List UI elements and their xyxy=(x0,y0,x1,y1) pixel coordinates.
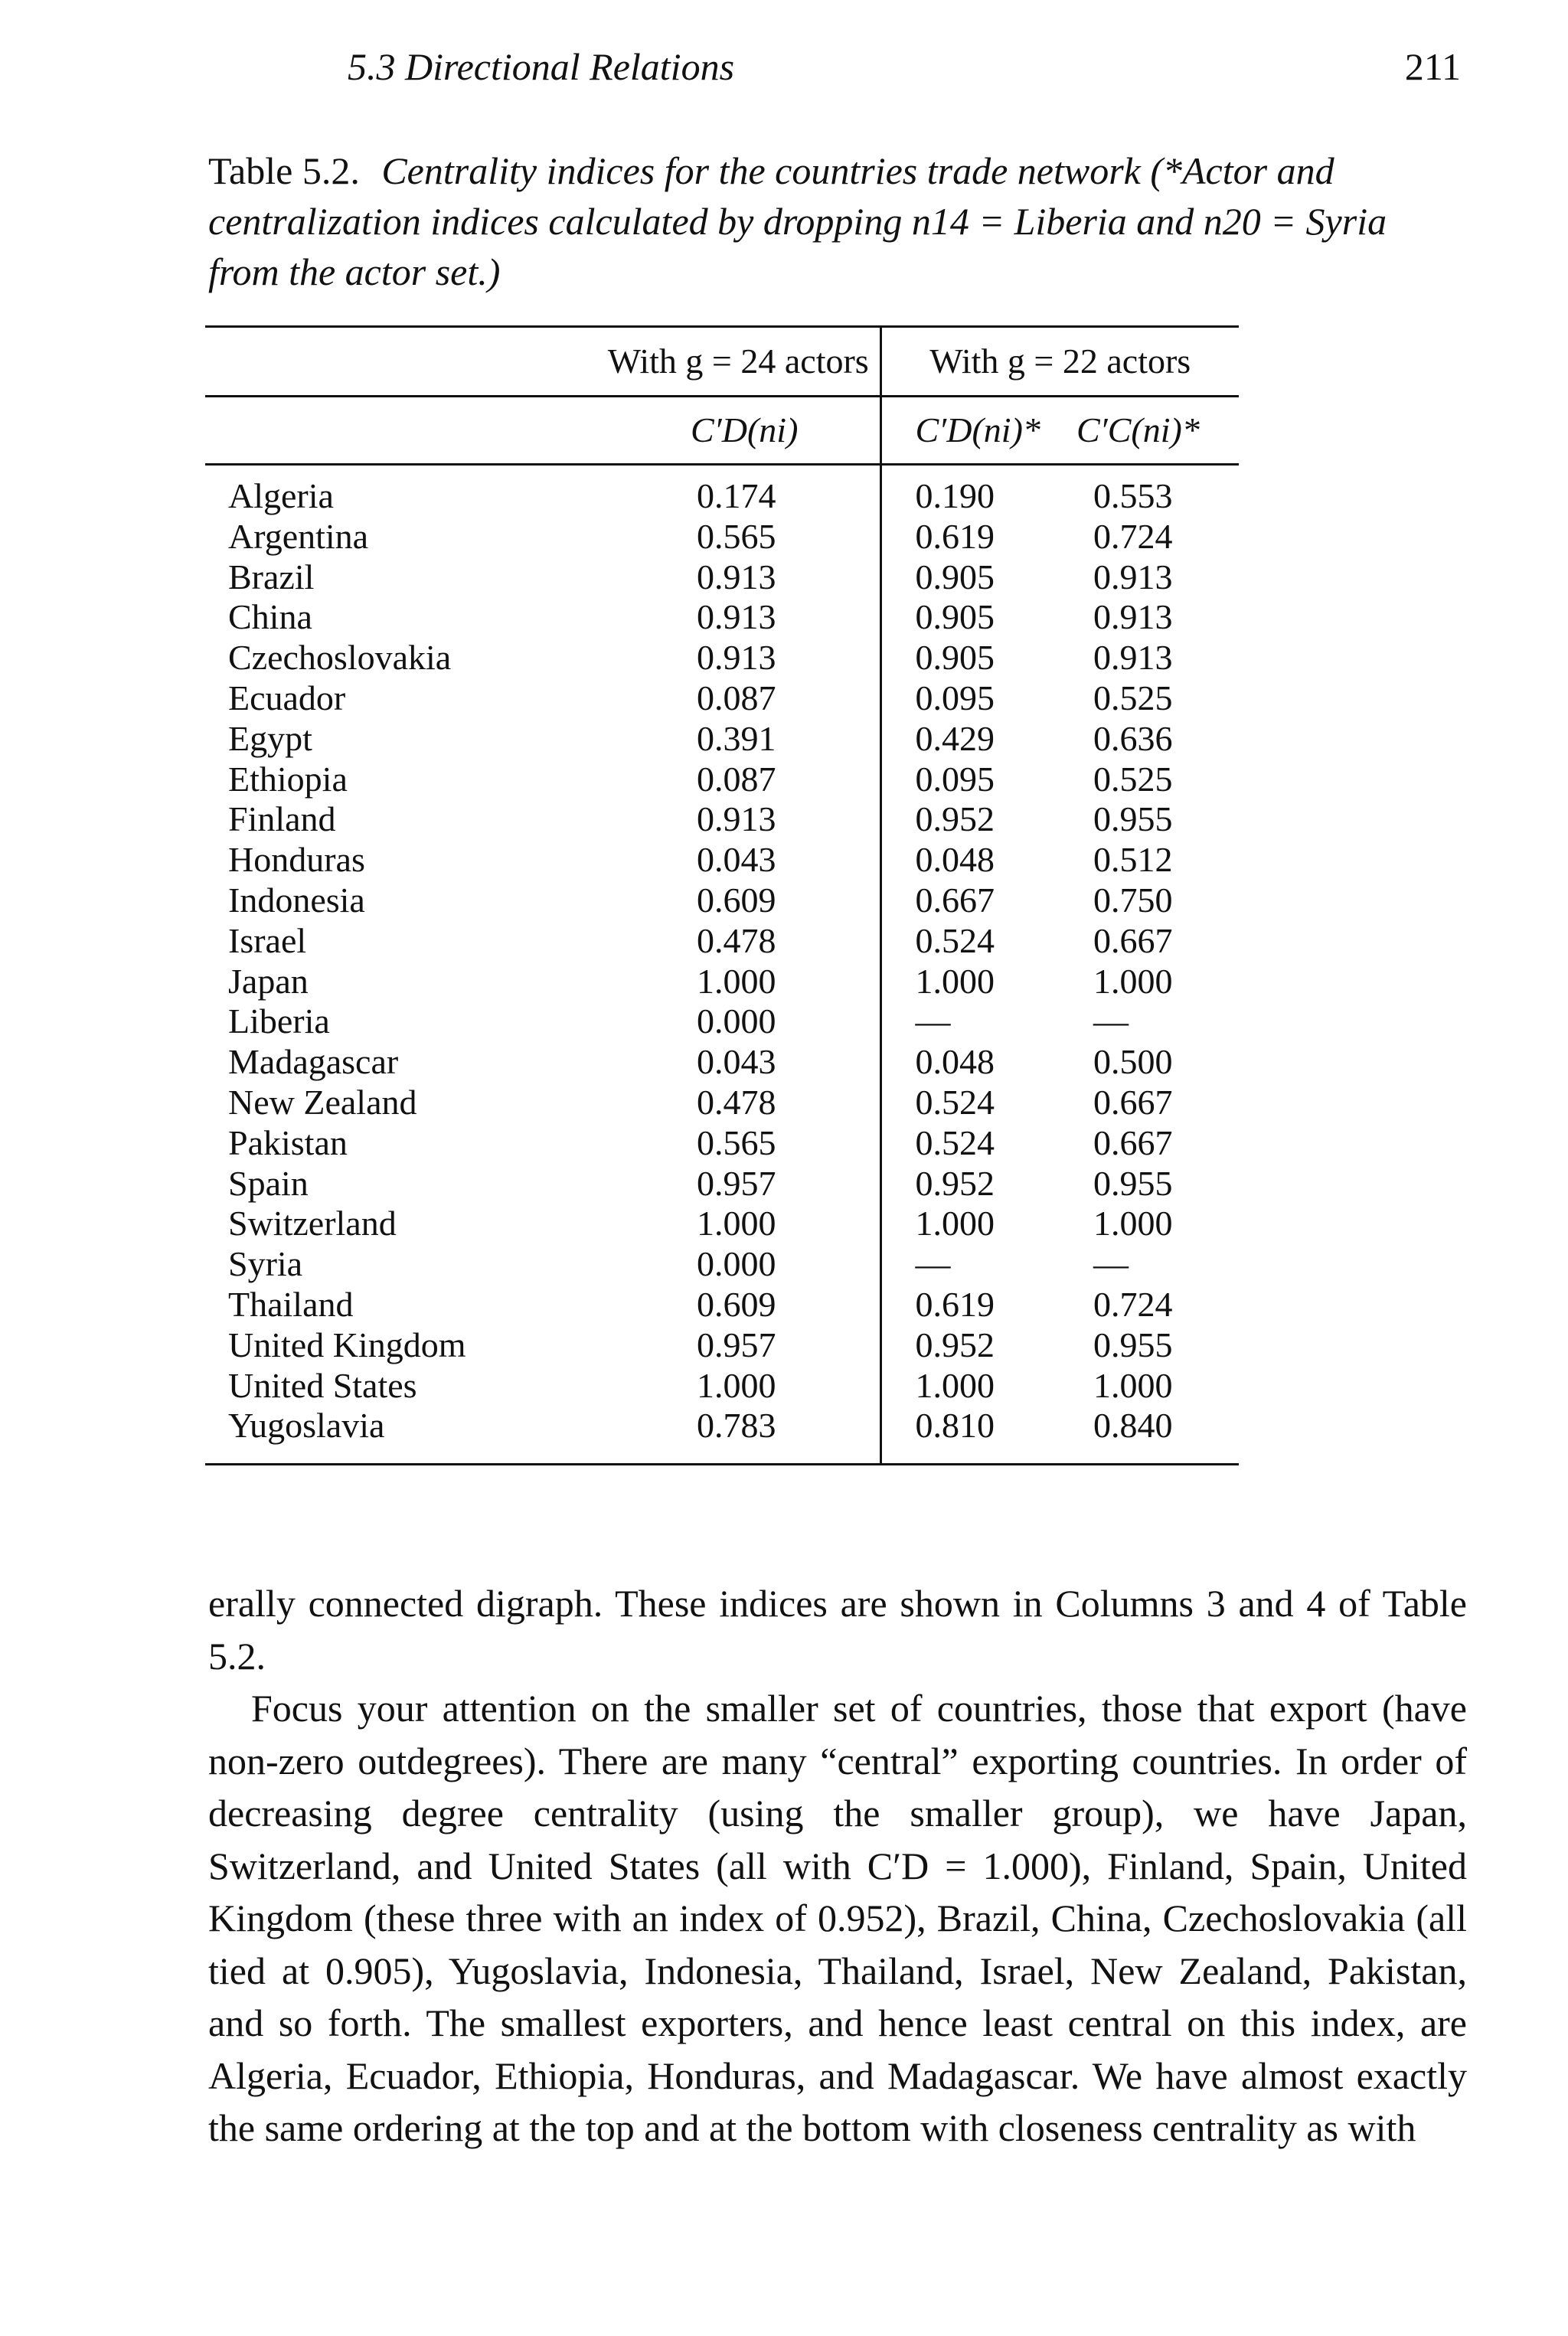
degree-22-cell: 0.952 xyxy=(880,1325,1069,1366)
country-name-cell: Egypt xyxy=(228,718,312,758)
country-name-cell: Finland xyxy=(228,799,336,839)
degree-22-cell: — xyxy=(880,1001,1069,1042)
table-row xyxy=(205,799,1239,840)
country-name-cell: Argentina xyxy=(228,516,369,556)
column-header-degree-22: C′D(ni)* xyxy=(880,397,1069,465)
country-name-cell: Czechoslovakia xyxy=(228,638,452,678)
degree-24-cell: 0.913 xyxy=(697,638,776,678)
table-row xyxy=(205,557,1239,598)
country-name-cell: Indonesia xyxy=(228,880,365,920)
closeness-22-cell: 0.512 xyxy=(1093,840,1173,880)
degree-22-cell: 0.905 xyxy=(880,597,1069,638)
closeness-22-cell: 0.955 xyxy=(1093,799,1173,839)
table-row xyxy=(205,1325,1239,1366)
country-name-cell: United Kingdom xyxy=(228,1325,466,1364)
degree-24-cell: 0.565 xyxy=(697,1122,776,1162)
table-row xyxy=(205,921,1239,962)
degree-24-cell: 0.609 xyxy=(697,1284,776,1324)
table-row xyxy=(205,597,1239,638)
closeness-22-cell: 1.000 xyxy=(1093,1204,1173,1243)
closeness-22-cell: 0.913 xyxy=(1093,597,1173,637)
table-row xyxy=(205,1042,1239,1083)
centrality-table xyxy=(205,325,1239,1465)
degree-22-cell: 0.095 xyxy=(880,678,1069,719)
country-name-cell: Liberia xyxy=(228,1001,330,1041)
table-body xyxy=(205,465,1239,1465)
degree-22-cell: 1.000 xyxy=(880,1204,1069,1244)
country-name-cell: Pakistan xyxy=(228,1122,348,1162)
running-title: 5.3 Directional Relations xyxy=(348,45,735,88)
table-row xyxy=(205,1123,1239,1164)
table-row xyxy=(205,1164,1239,1204)
column-header-closeness-22: C′C(ni)* xyxy=(1069,397,1239,465)
degree-22-cell: 0.048 xyxy=(880,1042,1069,1083)
country-name-cell: United States xyxy=(228,1365,417,1405)
degree-22-cell: 0.524 xyxy=(880,1083,1069,1123)
table-corner-sub xyxy=(205,397,597,465)
table-row xyxy=(205,517,1239,557)
closeness-22-cell: 0.840 xyxy=(1069,1406,1239,1464)
page-header xyxy=(348,40,1461,93)
body-paragraph: erally connected digraph. These indices are shown in Columns 3 and 4 of Table 5.2. xyxy=(208,1582,1467,1678)
table-row xyxy=(205,1083,1239,1123)
degree-22-cell: 0.524 xyxy=(880,921,1069,962)
closeness-22-cell: 0.636 xyxy=(1093,718,1173,758)
table-row xyxy=(205,1244,1239,1285)
closeness-22-cell: 0.724 xyxy=(1093,516,1173,556)
table-row xyxy=(205,719,1239,760)
table-row xyxy=(205,840,1239,880)
country-name-cell: Brazil xyxy=(228,557,315,596)
country-name-cell: Ethiopia xyxy=(228,759,348,799)
closeness-22-cell: 0.955 xyxy=(1093,1325,1173,1364)
degree-24-cell: 0.565 xyxy=(697,516,776,556)
closeness-22-cell: 0.500 xyxy=(1093,1042,1173,1082)
degree-22-cell: 0.619 xyxy=(880,517,1069,557)
degree-24-cell: 0.609 xyxy=(697,880,776,920)
body-text xyxy=(208,1577,1467,2155)
table-row xyxy=(205,465,1239,517)
table-row xyxy=(205,880,1239,921)
degree-24-cell: 0.087 xyxy=(697,759,776,799)
country-name-cell: Thailand xyxy=(228,1284,354,1324)
degree-22-cell: 0.952 xyxy=(880,1164,1069,1204)
country-name-cell: Japan xyxy=(228,961,309,1001)
table-row xyxy=(205,1406,1239,1464)
table-caption xyxy=(208,145,1464,297)
degree-22-cell: 0.048 xyxy=(880,840,1069,880)
degree-22-cell: 0.619 xyxy=(880,1285,1069,1325)
closeness-22-cell: 0.913 xyxy=(1093,557,1173,596)
country-name-cell: Syria xyxy=(228,1244,303,1284)
closeness-22-cell: 0.750 xyxy=(1093,880,1173,920)
closeness-22-cell: 1.000 xyxy=(1093,961,1173,1001)
table-row xyxy=(205,1366,1239,1407)
closeness-22-cell: 1.000 xyxy=(1093,1365,1173,1405)
closeness-22-cell: 0.724 xyxy=(1093,1284,1173,1324)
degree-24-cell: 1.000 xyxy=(697,1365,776,1405)
degree-24-cell: 1.000 xyxy=(697,1204,776,1243)
closeness-22-cell: — xyxy=(1093,1244,1129,1284)
degree-22-cell: 0.905 xyxy=(880,638,1069,678)
closeness-22-cell: 0.667 xyxy=(1093,1082,1173,1122)
country-name-cell: Ecuador xyxy=(228,678,346,717)
degree-24-cell: 0.043 xyxy=(697,840,776,880)
degree-22-cell: 0.095 xyxy=(880,760,1069,800)
table-row xyxy=(205,1204,1239,1244)
degree-24-cell: 0.174 xyxy=(697,476,776,515)
degree-22-cell: 0.429 xyxy=(880,719,1069,760)
degree-24-cell: 0.957 xyxy=(697,1325,776,1364)
degree-22-cell: 0.905 xyxy=(880,557,1069,598)
group-header-24-actors: With g = 24 actors xyxy=(597,327,880,397)
table-group-header-row xyxy=(205,327,1239,397)
table-column-header-row xyxy=(205,397,1239,465)
country-name-cell: China xyxy=(228,597,312,637)
degree-24-cell: 0.000 xyxy=(697,1244,776,1284)
table-caption-text: Centrality indices for the countries trade network (*Actor and centralization indices calculated by dropping n14 = Liberia and n20 = Syria from the actor set.) xyxy=(208,149,1387,293)
closeness-22-cell: 0.955 xyxy=(1093,1163,1173,1203)
closeness-22-cell: 0.525 xyxy=(1093,678,1173,717)
closeness-22-cell: — xyxy=(1093,1001,1129,1041)
degree-22-cell: 1.000 xyxy=(880,1366,1069,1407)
closeness-22-cell: 0.667 xyxy=(1093,1122,1173,1162)
group-header-22-actors: With g = 22 actors xyxy=(880,327,1239,397)
table-caption-label: Table 5.2. xyxy=(208,149,360,192)
table-row xyxy=(205,1285,1239,1325)
degree-24-cell: 0.913 xyxy=(697,597,776,637)
degree-24-cell: 0.391 xyxy=(697,718,776,758)
degree-24-cell: 0.478 xyxy=(697,1082,776,1122)
degree-24-cell: 0.913 xyxy=(697,799,776,839)
table-row xyxy=(205,678,1239,719)
degree-22-cell: 0.667 xyxy=(880,880,1069,921)
degree-22-cell: — xyxy=(880,1244,1069,1285)
degree-24-cell: 0.957 xyxy=(697,1163,776,1203)
closeness-22-cell: 0.525 xyxy=(1093,759,1173,799)
table-row xyxy=(205,760,1239,800)
country-name-cell: Israel xyxy=(228,920,307,960)
degree-22-cell: 0.190 xyxy=(880,465,1069,517)
degree-22-cell: 0.524 xyxy=(880,1123,1069,1164)
table-row xyxy=(205,1001,1239,1042)
degree-24-cell: 0.913 xyxy=(697,557,776,596)
closeness-22-cell: 0.667 xyxy=(1093,920,1173,960)
country-name-cell: New Zealand xyxy=(228,1082,417,1122)
body-paragraph: Focus your attention on the smaller set of countries, those that export (have non-zero outdegrees). There are many “central” exporting countries. In order of decreasing degree centrality (using the smaller group), we have Japan, Switzerland, and United States (all with C′D = 1.000), Finland, Spain, United Kingdom (these three with an index of 0.952), Brazil, China, Czechoslovakia (all tied at 0.905), Yugoslavia, Indonesia, Thailand, Israel, New Zealand, Pakistan, and so forth. The smallest exporters, and hence least central on this index, are Algeria, Ecuador, Ethiopia, Honduras, and Madagascar. We have almost exactly the same ordering at the top and at the bottom with closeness centrality as with xyxy=(208,1687,1467,2149)
country-name-cell: Switzerland xyxy=(228,1204,397,1243)
table-corner xyxy=(205,327,597,397)
page-number: 211 xyxy=(1404,45,1461,88)
degree-22-cell: 0.952 xyxy=(880,799,1069,840)
country-name-cell: Madagascar xyxy=(228,1042,399,1082)
closeness-22-cell: 0.553 xyxy=(1093,476,1173,515)
degree-24-cell: 0.000 xyxy=(697,1001,776,1041)
degree-24-cell: 1.000 xyxy=(697,961,776,1001)
degree-22-cell: 1.000 xyxy=(880,962,1069,1002)
table-row xyxy=(205,962,1239,1002)
country-name-cell: Honduras xyxy=(228,840,365,880)
column-header-degree-24: C′D(ni) xyxy=(597,397,880,465)
degree-24-cell: 0.087 xyxy=(697,678,776,717)
table-row xyxy=(205,638,1239,678)
country-name-cell: Yugoslavia xyxy=(205,1406,597,1464)
degree-22-cell: 0.810 xyxy=(880,1406,1069,1464)
country-name-cell: Algeria xyxy=(228,476,334,515)
degree-24-cell: 0.783 xyxy=(597,1406,880,1464)
country-name-cell: Spain xyxy=(228,1163,309,1203)
degree-24-cell: 0.043 xyxy=(697,1042,776,1082)
closeness-22-cell: 0.913 xyxy=(1093,638,1173,678)
degree-24-cell: 0.478 xyxy=(697,920,776,960)
